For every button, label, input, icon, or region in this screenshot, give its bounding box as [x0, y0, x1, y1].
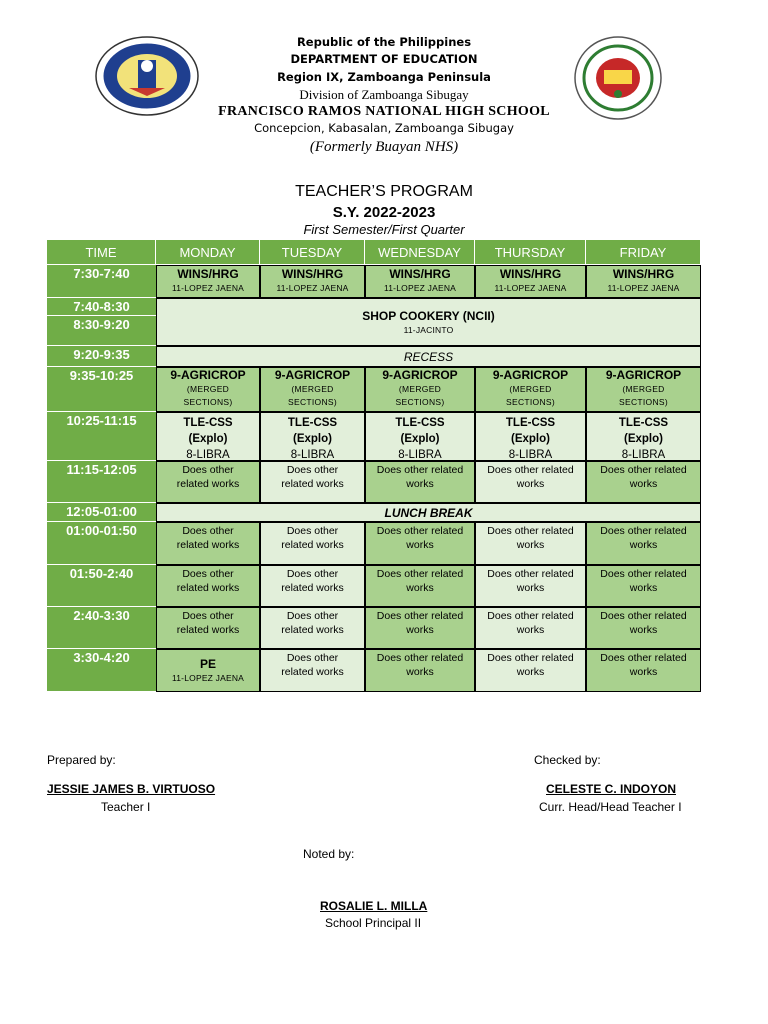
header-division: Division of Zamboanga Sibugay	[299, 87, 469, 102]
other-works-line-2: works	[516, 478, 545, 490]
time-cell-2	[47, 316, 156, 346]
agricrop-label: 9-AGRICROP	[382, 368, 458, 382]
tle-label-2: (Explo)	[293, 433, 332, 445]
wins-label: WINS/HRG	[281, 267, 344, 281]
prepared-by-label: Prepared by:	[47, 753, 116, 767]
time-cell-4	[47, 367, 156, 412]
term-label: First Semester/First Quarter	[303, 222, 465, 237]
header-cell-5	[586, 240, 701, 264]
other-works-line-1: Does other related	[487, 568, 574, 580]
agricrop-label: 9-AGRICROP	[274, 368, 351, 382]
time-cell-10	[47, 607, 156, 649]
time-cell-7	[47, 503, 156, 522]
lunch-break-block	[156, 503, 701, 522]
other-works-cell-8-1	[260, 522, 365, 565]
other-works-cell-10-3	[475, 607, 586, 649]
agricrop-label: 9-AGRICROP	[605, 368, 682, 382]
time-cell-8	[47, 522, 156, 565]
agricrop-merged-2: SECTIONS)	[395, 397, 445, 407]
other-works-cell-6-1	[260, 461, 365, 503]
prepared-by-name: JESSIE JAMES B. VIRTUOSO	[47, 782, 216, 796]
noted-by-label: Noted by:	[303, 847, 355, 861]
wins-cell-2	[365, 265, 475, 298]
header-cell-label: WEDNESDAY	[378, 244, 461, 260]
time-cell-label: 9:35-10:25	[69, 368, 134, 383]
agricrop-cell-0	[156, 367, 260, 412]
tle-label-3: 8-LIBRA	[508, 449, 553, 461]
other-works-line-2: related works	[281, 539, 344, 551]
agricrop-cell-3	[475, 367, 586, 412]
header-cell-label: TUESDAY	[281, 244, 343, 260]
wins-section: 11-LOPEZ JAENA	[171, 283, 245, 293]
tle-label-2: (Explo)	[511, 433, 550, 445]
time-cell-1	[47, 298, 156, 316]
agricrop-label: 9-AGRICROP	[492, 368, 569, 382]
time-cell-0	[47, 265, 156, 298]
other-works-line-1: Does other	[286, 464, 339, 476]
pe-label: PE	[199, 657, 216, 671]
other-works-cell-10-1	[260, 607, 365, 649]
time-cell-6	[47, 461, 156, 503]
other-works-cell-8-0	[156, 522, 260, 565]
time-cell-label: 10:25-11:15	[66, 413, 137, 428]
other-works-cell-11-1	[260, 649, 365, 692]
recess-block	[156, 346, 701, 367]
other-works-line-1: Does other related	[600, 568, 687, 580]
other-works-line-1: Does other related	[376, 464, 464, 476]
pe-section: 11-LOPEZ JAENA	[171, 673, 245, 683]
noted-by-name: ROSALIE L. MILLA	[320, 899, 428, 913]
checked-by-name: CELESTE C. INDOYON	[546, 782, 677, 796]
other-works-cell-6-3	[475, 461, 586, 503]
header-cell-label: MONDAY	[179, 244, 236, 260]
time-cell-label: 01:00-01:50	[66, 523, 137, 538]
header-region: Region IX, Zamboanga Peninsula	[277, 70, 491, 84]
other-works-line-2: related works	[281, 666, 344, 678]
tle-cell-3	[475, 412, 586, 461]
other-works-line-1: Does other	[286, 568, 339, 580]
header-cell-1	[156, 240, 260, 264]
other-works-cell-10-4	[586, 607, 701, 649]
wins-label: WINS/HRG	[177, 267, 239, 281]
other-works-line-2: works	[406, 478, 434, 490]
wins-label: WINS/HRG	[499, 267, 562, 281]
wins-section: 11-LOPEZ JAENA	[383, 283, 457, 293]
wins-cell-0	[156, 265, 260, 298]
other-works-line-2: works	[406, 666, 434, 678]
time-cell-label: 9:20-9:35	[73, 347, 130, 362]
tle-label-1: TLE-CSS	[183, 417, 233, 429]
wins-label: WINS/HRG	[389, 267, 451, 281]
other-works-line-2: related works	[176, 624, 240, 636]
other-works-line-2: works	[406, 582, 434, 594]
time-cell-label: 7:30-7:40	[73, 266, 130, 281]
time-cell-3	[47, 346, 156, 367]
pe-cell	[156, 649, 260, 692]
tle-label-1: TLE-CSS	[287, 417, 338, 429]
other-works-line-2: related works	[176, 582, 240, 594]
other-works-line-2: related works	[281, 624, 344, 636]
agricrop-cell-4	[586, 367, 701, 412]
wins-section: 11-LOPEZ JAENA	[276, 283, 349, 293]
other-works-cell-9-1	[260, 565, 365, 607]
tle-cell-1	[260, 412, 365, 461]
other-works-cell-11-2	[365, 649, 475, 692]
other-works-line-2: works	[516, 539, 545, 551]
other-works-line-1: Does other related	[600, 525, 687, 537]
time-cell-label: 01:50-2:40	[69, 566, 134, 581]
other-works-line-1: Does other	[182, 525, 234, 537]
header-cell-2	[260, 240, 365, 264]
tle-label-3: 8-LIBRA	[290, 449, 335, 461]
wins-cell-3	[475, 265, 586, 298]
time-cell-label: 2:40-3:30	[73, 608, 130, 623]
agricrop-merged-1: (MERGED	[622, 384, 665, 394]
other-works-line-1: Does other related	[600, 464, 687, 476]
other-works-line-2: works	[516, 666, 545, 678]
other-works-line-2: related works	[176, 539, 240, 551]
other-works-line-1: Does other	[286, 652, 339, 664]
time-cell-9	[47, 565, 156, 607]
other-works-line-1: Does other related	[487, 652, 574, 664]
wins-section: 11-LOPEZ JAENA	[494, 283, 567, 293]
time-cell-label: 11:15-12:05	[66, 462, 137, 477]
other-works-cell-9-4	[586, 565, 701, 607]
tle-cell-4	[586, 412, 701, 461]
header-cell-3	[365, 240, 475, 264]
other-works-cell-6-0	[156, 461, 260, 503]
agricrop-cell-2	[365, 367, 475, 412]
other-works-cell-9-3	[475, 565, 586, 607]
agricrop-merged-1: (MERGED	[398, 384, 442, 394]
other-works-cell-10-0	[156, 607, 260, 649]
wins-section: 11-LOPEZ JAENA	[607, 283, 680, 293]
other-works-line-2: works	[629, 624, 658, 636]
other-works-cell-6-2	[365, 461, 475, 503]
time-cell-label: 12:05-01:00	[66, 504, 137, 519]
other-works-line-2: related works	[281, 478, 344, 490]
shop-cookery-label: SHOP COOKERY (NCII)	[362, 308, 495, 323]
other-works-line-1: Does other related	[487, 610, 574, 622]
other-works-line-1: Does other related	[600, 610, 687, 622]
tle-label-1: TLE-CSS	[505, 417, 556, 429]
agricrop-merged-2: SECTIONS)	[288, 397, 337, 407]
other-works-line-1: Does other	[182, 610, 234, 622]
wins-label: WINS/HRG	[612, 267, 675, 281]
other-works-line-2: works	[629, 539, 658, 551]
wins-cell-4	[586, 265, 701, 298]
other-works-line-2: works	[629, 666, 658, 678]
page-title: TEACHER’S PROGRAM	[295, 183, 473, 200]
other-works-cell-9-2	[365, 565, 475, 607]
header-school-name: FRANCISCO RAMOS NATIONAL HIGH SCHOOL	[218, 104, 550, 119]
other-works-cell-8-2	[365, 522, 475, 565]
tle-label-2: (Explo)	[188, 433, 228, 445]
header-formerly: (Formerly Buayan NHS)	[309, 139, 459, 155]
other-works-line-1: Does other related	[487, 525, 574, 537]
tle-label-3: 8-LIBRA	[621, 449, 666, 461]
other-works-cell-11-3	[475, 649, 586, 692]
other-works-cell-6-4	[586, 461, 701, 503]
other-works-cell-10-2	[365, 607, 475, 649]
other-works-line-1: Does other related	[376, 525, 464, 537]
agricrop-merged-1: (MERGED	[186, 384, 230, 394]
other-works-cell-11-4	[586, 649, 701, 692]
tle-label-3: 8-LIBRA	[186, 449, 230, 461]
tle-label-1: TLE-CSS	[618, 417, 669, 429]
agricrop-label: 9-AGRICROP	[170, 368, 246, 382]
other-works-line-1: Does other related	[600, 652, 687, 664]
header-cell-4	[475, 240, 586, 264]
agricrop-merged-2: SECTIONS)	[183, 397, 233, 407]
tle-cell-0	[156, 412, 260, 461]
noted-by-title: School Principal II	[325, 916, 422, 930]
shop-cookery-block	[156, 298, 701, 346]
shop-cookery-section: 11-JACINTO	[403, 324, 454, 335]
other-works-cell-8-4	[586, 522, 701, 565]
other-works-line-2: works	[406, 539, 434, 551]
other-works-line-1: Does other related	[487, 464, 574, 476]
tle-label-2: (Explo)	[400, 433, 440, 445]
header-address: Concepcion, Kabasalan, Zamboanga Sibugay	[254, 121, 514, 135]
other-works-line-1: Does other related	[376, 652, 464, 664]
agricrop-merged-1: (MERGED	[509, 384, 552, 394]
other-works-line-2: works	[406, 624, 434, 636]
other-works-line-2: works	[516, 582, 545, 594]
other-works-line-2: related works	[176, 478, 240, 490]
checked-by-label: Checked by:	[534, 753, 601, 767]
agricrop-cell-1	[260, 367, 365, 412]
recess-label: RECESS	[403, 349, 454, 364]
time-cell-label: 7:40-8:30	[73, 299, 130, 314]
tle-label-3: 8-LIBRA	[398, 449, 442, 461]
prepared-by-title: Teacher I	[101, 800, 151, 814]
tle-label-2: (Explo)	[624, 433, 663, 445]
other-works-line-2: works	[629, 478, 658, 490]
time-cell-label: 8:30-9:20	[73, 317, 130, 332]
time-cell-5	[47, 412, 156, 461]
other-works-line-1: Does other related	[376, 610, 464, 622]
header-cell-label: TIME	[85, 244, 117, 260]
agricrop-merged-2: SECTIONS)	[506, 397, 555, 407]
header-cell-0	[47, 240, 156, 264]
tle-label-1: TLE-CSS	[395, 417, 445, 429]
other-works-line-1: Does other	[182, 568, 234, 580]
header-cell-label: FRIDAY	[619, 244, 667, 260]
other-works-line-1: Does other	[182, 464, 234, 476]
agricrop-merged-1: (MERGED	[291, 384, 334, 394]
tle-cell-2	[365, 412, 475, 461]
wins-cell-1	[260, 265, 365, 298]
lunch-break-label: LUNCH BREAK	[384, 505, 473, 520]
header-cell-label: THURSDAY	[494, 244, 566, 260]
agricrop-merged-2: SECTIONS)	[619, 397, 668, 407]
other-works-line-1: Does other	[286, 525, 339, 537]
header-department: DEPARTMENT OF EDUCATION	[290, 52, 478, 66]
checked-by-title: Curr. Head/Head Teacher I	[539, 800, 682, 814]
other-works-line-2: related works	[281, 582, 344, 594]
time-cell-11	[47, 649, 156, 692]
other-works-line-2: works	[629, 582, 658, 594]
other-works-cell-8-3	[475, 522, 586, 565]
header-republic: Republic of the Philippines	[296, 35, 472, 49]
other-works-line-2: works	[516, 624, 545, 636]
time-cell-label: 3:30-4:20	[73, 650, 130, 665]
other-works-line-1: Does other related	[376, 568, 464, 580]
school-year: S.Y. 2022-2023	[332, 204, 436, 221]
other-works-cell-9-0	[156, 565, 260, 607]
other-works-line-1: Does other	[286, 610, 339, 622]
